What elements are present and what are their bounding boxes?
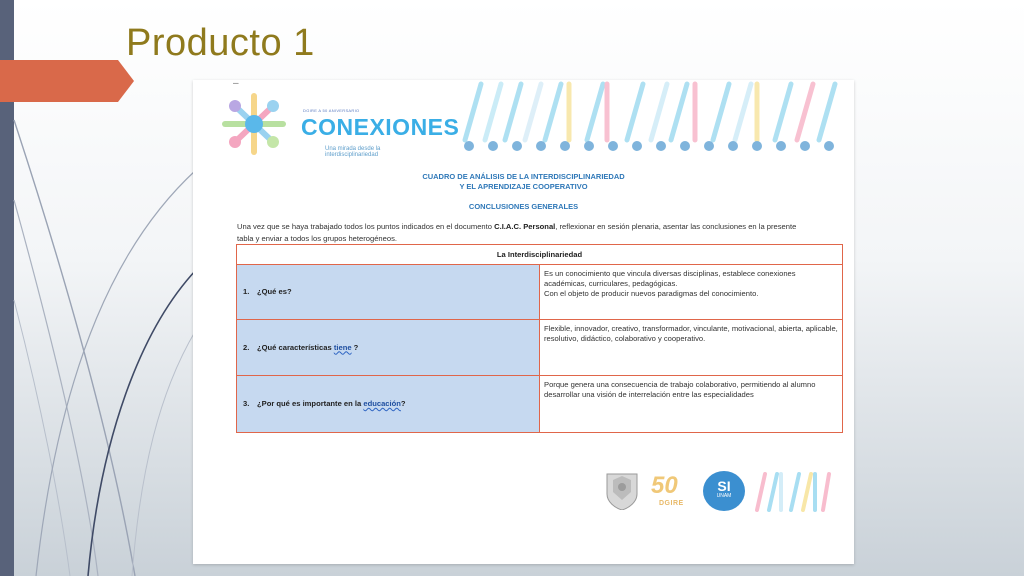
intro-text-end: , reflexionar en sesión plenaria, asentar las conclusiones en la presente tabla y enviar a todos los grupos heterogéneos.: [237, 222, 797, 243]
question-text: ¿Qué es?: [257, 287, 292, 296]
document-heading-line1: CUADRO DE ANÁLISIS DE LA INTERDISCIPLINARIEDAD: [422, 172, 625, 181]
question-number: 2.: [243, 342, 250, 352]
intro-text-start: Una vez que se haya trabajado todos los puntos indicados en el documento: [237, 222, 495, 231]
slide-title: Producto 1: [126, 22, 315, 64]
fifty-anniversary-logo: 50: [651, 472, 678, 499]
interdisciplinarity-table: [236, 244, 843, 433]
dgire-logo-text: DGIRE: [659, 500, 684, 507]
answer-line: Porque genera una consecuencia de trabajo colaborativo, permitiendo al alumno desarrollar una visión de interrelación entre las especialidades: [544, 380, 816, 399]
document-heading-line2: Y EL APRENDIZAJE COOPERATIVO: [459, 182, 588, 191]
question-cell: [237, 376, 540, 433]
answer-cell: [540, 376, 843, 433]
logo-name: CONEXIONES: [301, 114, 460, 140]
footer-stripes-art: [753, 470, 831, 514]
answer-cell: [540, 265, 843, 320]
table-row: [237, 376, 843, 433]
answer-line: Es un conocimiento que vincula diversas disciplinas, establece conexiones académicas, curriculares, pedagógicas.: [544, 269, 796, 288]
title-accent-arrow: [0, 60, 134, 102]
question-number: 1.: [243, 287, 250, 296]
header-stripes-art: [457, 80, 843, 156]
instructions-text: [237, 221, 807, 245]
section-title: CONCLUSIONES GENERALES: [468, 202, 579, 211]
si-unam-logo: SI UNAM: [703, 471, 745, 511]
question-cell: [237, 320, 540, 376]
embedded-document: [193, 80, 854, 564]
question-text: ¿Qué características tiene ?: [257, 342, 359, 352]
spellcheck-underlined-word: tiene: [333, 342, 352, 352]
answer-line: Con el objeto de producir nuevos paradigmas del conocimiento.: [544, 289, 759, 298]
table-row: [237, 265, 843, 320]
footer-logos: [601, 466, 841, 516]
question-cell: [237, 265, 540, 320]
logo-top-text: DGIRE A 50 ANIVERSARIO: [303, 108, 360, 113]
unam-crest-icon: [605, 470, 639, 510]
table-header: La Interdisciplinariedad: [237, 245, 843, 265]
answer-cell: [540, 320, 843, 376]
network-icon: [215, 90, 295, 156]
intro-bold-doc: C.I.A.C. Personal: [494, 222, 556, 231]
table-row: [237, 320, 843, 376]
spellcheck-underlined-word: educación: [363, 399, 401, 408]
conexiones-logo: [215, 90, 460, 158]
answer-line: Flexible, innovador, creativo, transformador, vinculante, motivacional, abierta, aplicable, resolutivo, didáctico, colaborativo y cooperativo.: [544, 324, 838, 343]
logo-tagline: Una mirada desde la interdisciplinariedad: [325, 146, 381, 158]
question-number: 3.: [243, 399, 250, 408]
question-text: ¿Por qué es importante en la educación?: [257, 399, 406, 408]
document-dash: –: [233, 80, 239, 89]
